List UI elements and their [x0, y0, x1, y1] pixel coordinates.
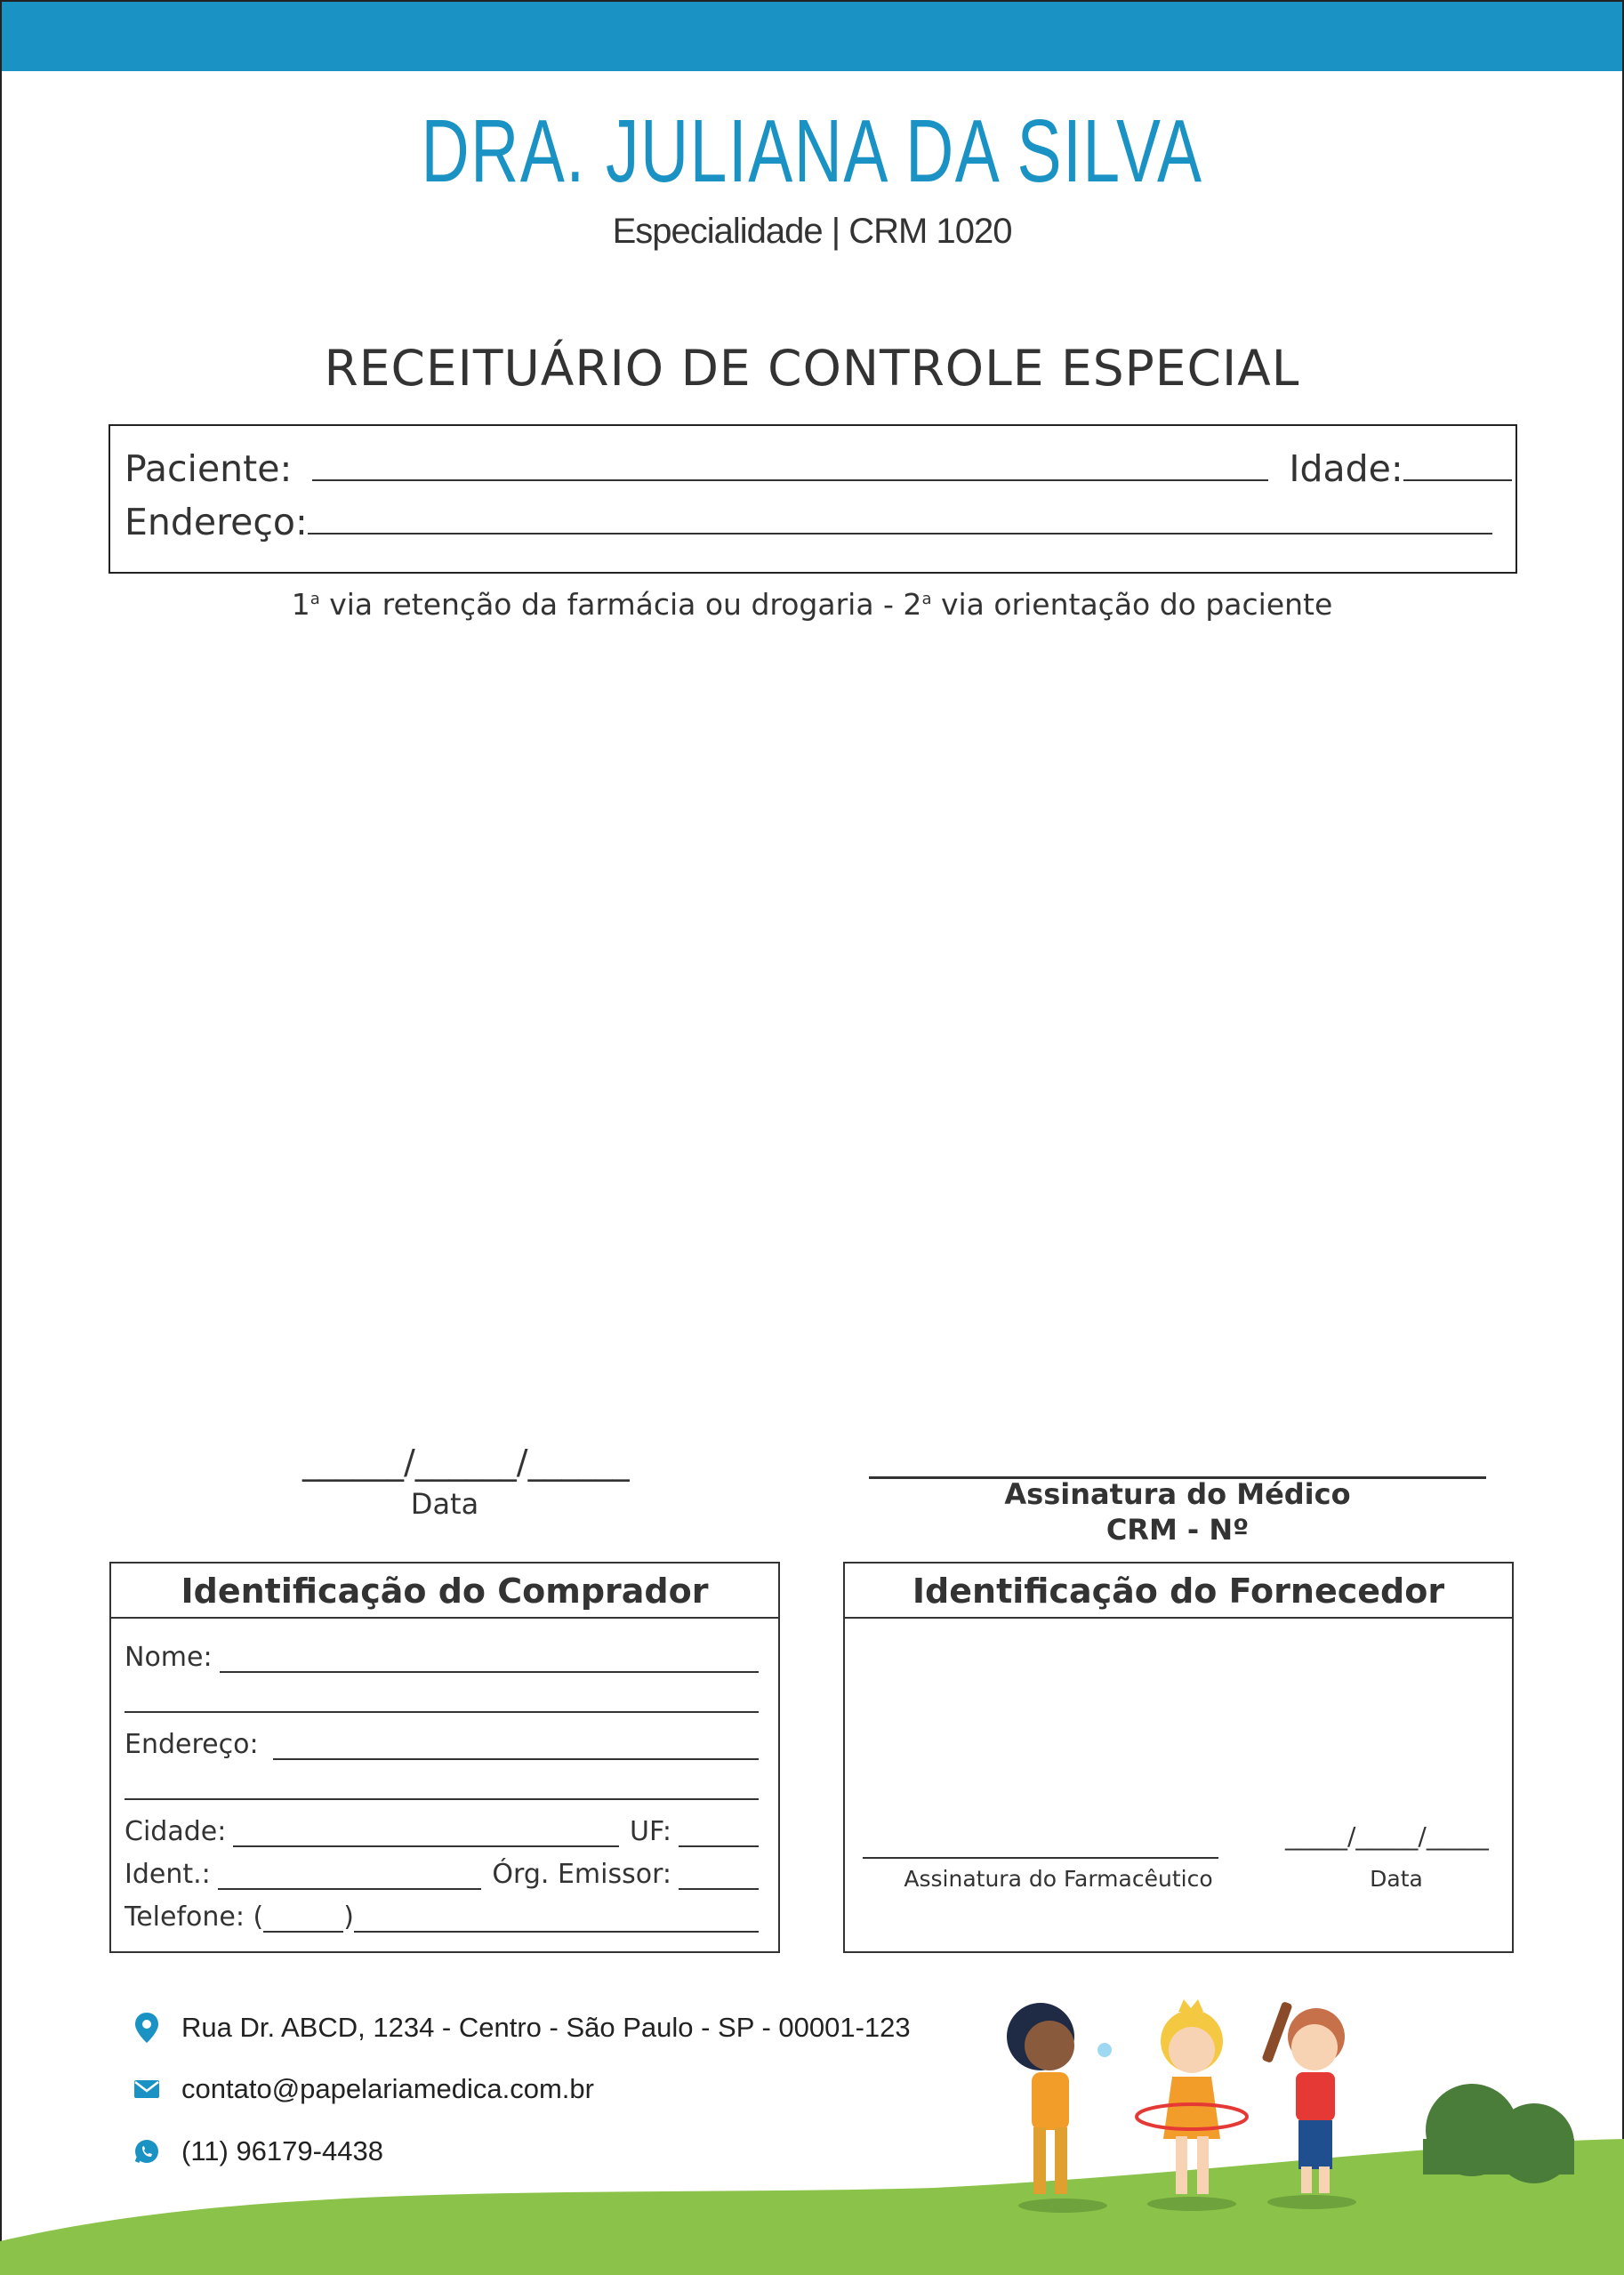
supplier-date-field[interactable]: _____/_____/_____ [1285, 1821, 1489, 1851]
children-illustration [1007, 1999, 1356, 2213]
patient-label: Paciente: [125, 447, 293, 490]
date-label: Data [410, 1487, 479, 1521]
buyer-phone-row: Telefone: ( ) [125, 1901, 759, 1933]
buyer-address-row: Endereço: [125, 1729, 759, 1760]
doctor-signature-label: Assinatura do Médico CRM - Nº [1004, 1477, 1351, 1547]
envelope-icon [133, 2074, 160, 2104]
location-pin-icon [133, 2013, 160, 2043]
pharmacist-signature-label: Assinatura do Farmacêutico [904, 1866, 1213, 1892]
contact-address: Rua Dr. ABCD, 1234 - Centro - São Paulo - SP - 00001-123 [133, 2012, 911, 2044]
contact-phone: (11) 96179-4438 [133, 2135, 383, 2167]
whatsapp-icon [133, 2136, 160, 2166]
buyer-title: Identificação do Comprador [111, 1564, 778, 1619]
bush-icon [1423, 2084, 1574, 2183]
buyer-name-row: Nome: [125, 1642, 759, 1673]
via-note: 1$^a$ via retenção da farmácia ou drogaria - 2$^a$ via orientação do paciente [291, 587, 1333, 622]
date-field[interactable]: ______/______/______ [302, 1443, 630, 1482]
address-label: Endereço: [125, 501, 308, 543]
age-label: Idade: [1289, 447, 1403, 490]
buyer-ident-row: Ident.: Órg. Emissor: [125, 1859, 759, 1890]
contact-email: contato@papelariamedica.com.br [133, 2073, 594, 2105]
specialty-line: Especialidade | CRM 1020 [612, 212, 1012, 251]
supplier-date-label: Data [1370, 1866, 1423, 1892]
doctor-name: DRA. JULIANA DA SILVA [421, 101, 1203, 201]
supplier-title: Identificação do Fornecedor [845, 1564, 1512, 1619]
form-title: RECEITUÁRIO DE CONTROLE ESPECIAL [324, 340, 1300, 397]
buyer-city-row: Cidade: UF: [125, 1816, 759, 1847]
